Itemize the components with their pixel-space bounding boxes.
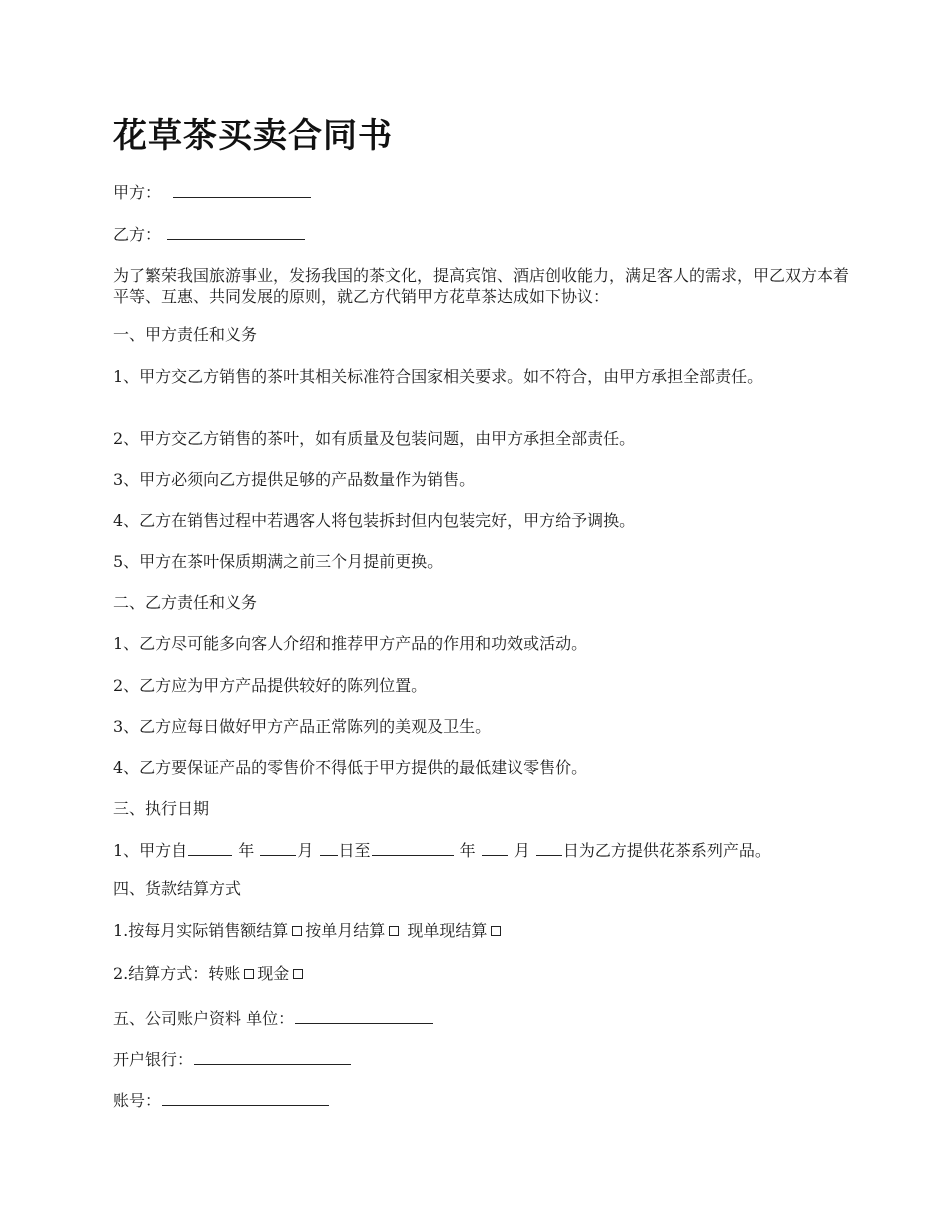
payment-method-line xyxy=(113,963,306,984)
date-suffix: 日为乙方提供花茶系列产品。 xyxy=(562,841,771,860)
bank-blank xyxy=(194,1048,351,1065)
cash-checkbox[interactable] xyxy=(293,969,303,979)
account-label: 账号： xyxy=(113,1091,162,1110)
end-year-label: 年 xyxy=(459,841,476,860)
payment-transfer-label: 2.结算方式：转账 xyxy=(113,964,241,983)
monthly-sales-checkbox[interactable] xyxy=(292,926,302,936)
transfer-checkbox[interactable] xyxy=(244,969,254,979)
bank-label: 开户银行： xyxy=(113,1050,194,1069)
settlement-options-line xyxy=(113,920,504,941)
account-blank xyxy=(162,1089,329,1106)
company-unit-blank xyxy=(295,1007,433,1024)
section1-item-3: 3、甲方必须向乙方提供足够的产品数量作为销售。 xyxy=(113,470,476,489)
section4-heading: 四、货款结算方式 xyxy=(113,879,242,898)
company-account-line xyxy=(113,1007,434,1029)
settlement-option-per-order: 现单现结算 xyxy=(407,921,488,940)
preamble-paragraph: 为了繁荣我国旅游事业，发扬我国的茶文化，提高宾馆、酒店创收能力，满足客人的需求，甲乙双方本着平等、互惠、共同发展的原则，就乙方代销甲方花草茶达成如下协议： xyxy=(113,266,850,306)
date-prefix: 1、甲方自 xyxy=(113,841,188,860)
section1-item-5: 5、甲方在茶叶保质期满之前三个月提前更换。 xyxy=(113,552,444,571)
party-a-label: 甲方： xyxy=(113,183,162,202)
document-title: 花草茶买卖合同书 xyxy=(113,116,393,156)
section2-heading: 二、乙方责任和义务 xyxy=(113,593,258,612)
party-a-line xyxy=(113,181,312,203)
section2-item-3: 3、乙方应每日做好甲方产品正常陈列的美观及卫生。 xyxy=(113,717,492,736)
single-month-checkbox[interactable] xyxy=(389,926,399,936)
per-order-checkbox[interactable] xyxy=(491,926,501,936)
party-b-line xyxy=(113,223,306,245)
start-month-label: 月 xyxy=(297,841,314,860)
section1-item-1: 1、甲方交乙方销售的茶叶其相关标准符合国家相关要求。如不符合，由甲方承担全部责任。 xyxy=(113,367,764,386)
end-month-blank xyxy=(482,839,508,856)
section5-heading: 五、公司账户资料 单位： xyxy=(113,1009,295,1028)
section2-item-2: 2、乙方应为甲方产品提供较好的陈列位置。 xyxy=(113,676,428,695)
start-year-blank xyxy=(188,839,232,856)
settlement-option-single-month: 按单月结算 xyxy=(305,921,386,940)
account-number-line xyxy=(113,1089,330,1111)
end-month-label: 月 xyxy=(513,841,530,860)
section2-item-1: 1、乙方尽可能多向客人介绍和推荐甲方产品的作用和功效或活动。 xyxy=(113,634,588,653)
execution-date-line xyxy=(113,839,771,861)
settlement-option-monthly-sales: 1.按每月实际销售额结算 xyxy=(113,921,289,940)
section3-heading: 三、执行日期 xyxy=(113,799,210,818)
party-a-blank xyxy=(173,181,311,198)
end-day-blank xyxy=(536,839,562,856)
bank-line xyxy=(113,1048,352,1070)
section1-item-4: 4、乙方在销售过程中若遇客人将包装拆封但内包装完好，甲方给予调换。 xyxy=(113,511,636,530)
payment-cash-label: 现金 xyxy=(257,964,290,983)
day-to-label: 日至 xyxy=(338,841,371,860)
start-year-label: 年 xyxy=(238,841,255,860)
start-day-blank xyxy=(320,839,338,856)
start-month-blank xyxy=(260,839,296,856)
section1-item-2: 2、甲方交乙方销售的茶叶，如有质量及包装问题，由甲方承担全部责任。 xyxy=(113,429,636,448)
end-year-blank xyxy=(372,839,454,856)
section2-item-4: 4、乙方要保证产品的零售价不得低于甲方提供的最低建议零售价。 xyxy=(113,758,588,777)
party-b-label: 乙方： xyxy=(113,225,162,244)
party-b-blank xyxy=(167,223,305,240)
section1-heading: 一、甲方责任和义务 xyxy=(113,325,258,344)
